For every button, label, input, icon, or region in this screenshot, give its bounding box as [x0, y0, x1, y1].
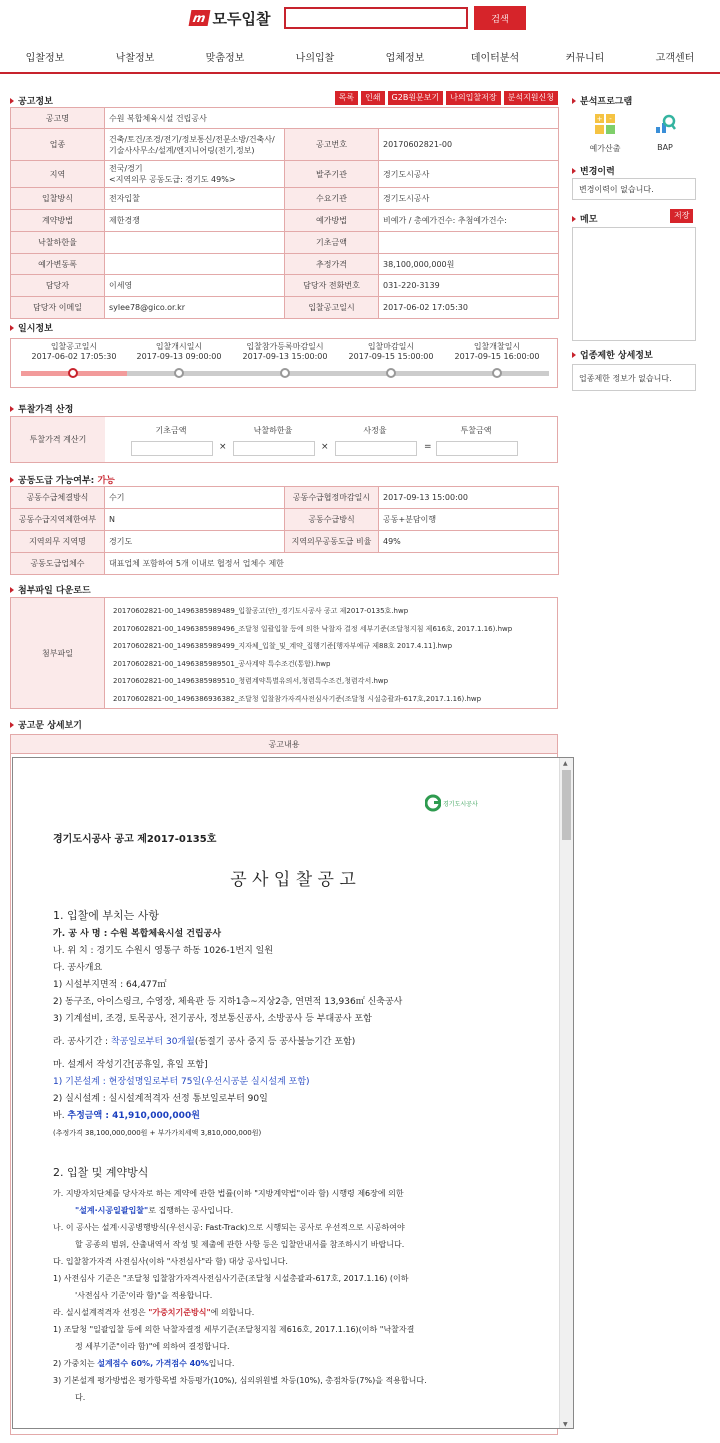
table-row [11, 161, 559, 188]
cell-value: 이세영 [105, 275, 285, 297]
doc-text: 에 의합니다. [210, 1308, 255, 1317]
scrollbar-thumb[interactable] [562, 770, 571, 840]
file-link[interactable]: 20170602821-00_1496385989496_조달청 일괄입찰 등에 의한 낙찰자 결정 세부기준(조달청지침 제616호, 2017.1.16).hwp [113, 624, 513, 633]
schedule-dot [386, 368, 396, 378]
section-title-schedule: 일시정보 [10, 321, 53, 334]
doc-text: 2) 가중치는 [53, 1359, 98, 1368]
cell-value: 수기 [105, 487, 285, 509]
nav-divider [0, 72, 720, 74]
notice-table [10, 107, 559, 319]
cell-value: 대표업체 포함하여 5개 이내로 협정서 업체수 제한 [105, 553, 559, 575]
doc-section: 2. 입찰 및 계약방식 [53, 1166, 149, 1179]
doc-line [53, 1304, 533, 1321]
schedule-date: 2017-09-15 16:00:00 [454, 352, 540, 361]
cell-value: 49% [379, 531, 559, 553]
cell-value: 공동+분담이행 [379, 509, 559, 531]
cell-value: 수원 복합체육시설 건립공사 [105, 108, 559, 129]
table-row [11, 108, 559, 129]
nav-item[interactable]: 입찰정보 [25, 53, 65, 64]
schedule-label: 입찰개시일시 [155, 342, 203, 351]
side-title-change: 변경이력 [572, 164, 615, 177]
cell-label: 입찰방식 [11, 188, 105, 210]
nav-item[interactable]: 맞춤정보 [205, 53, 245, 64]
cell-label: 담당자 전화번호 [285, 275, 379, 297]
schedule-label: 입찰공고일시 [50, 342, 98, 351]
section-title-calc: 투찰가격 산정 [10, 402, 73, 415]
doc-line: 할 공종의 범위, 산출내역서 작성 및 제출에 관한 사항 등은 입찰안내서를 참조하시기 바랍니다. [75, 1240, 405, 1249]
cell-value [105, 232, 285, 254]
doc-line: 1) 조달청 "일괄입찰 등에 의한 낙찰자결정 세부기준(조달청지침 제616호, 2017.1.16)(이하 "낙찰자결 [53, 1325, 415, 1334]
cell-label: 추정가격 [285, 254, 379, 275]
tool-label: BAP [657, 143, 673, 152]
bap-tool[interactable] [645, 113, 685, 152]
doc-text: "가중치기준방식" [148, 1308, 211, 1317]
cell-label: 낙찰하한율 [11, 232, 105, 254]
doc-text: 설계점수 60%, 가격점수 40% [97, 1359, 209, 1368]
doc-line: 정 세부기준"이라 함)"에 의하여 결정합니다. [75, 1342, 230, 1351]
calc-col-label: 낙찰하한율 [253, 426, 293, 435]
doc-line: 3) 기계설비, 조경, 토목공사, 전기공사, 정보통신공사, 소방공사 등 부대공사 포함 [53, 1014, 372, 1024]
nav-item[interactable]: 데이터분석 [470, 53, 520, 64]
table-row [11, 531, 559, 553]
op-multiply: × [321, 442, 329, 452]
nav-item[interactable]: 업체정보 [385, 53, 425, 64]
cell-value: 경기도 [105, 531, 285, 553]
table-row [11, 232, 559, 254]
joint-title: 공동도급 가능여부: [18, 476, 95, 486]
doc-line: 1) 사전심사 기준은 "조달청 입찰참가자격사전심사기준(조달청 시설총괄과-617호, 2017.1.16) (이하 [53, 1274, 409, 1283]
doc-line: 나. 위 치 : 경기도 수원시 영통구 하동 1026-1번지 일원 [53, 946, 274, 956]
doc-text: 라. 공사기간 : [53, 1037, 111, 1047]
doc-line: 나. 이 공사는 설계·시공병행방식(우선시공: Fast-Track)으로 시행되는 공사로 우선적으로 시공하여야 [53, 1223, 405, 1232]
cell-label: 지역 [11, 161, 105, 188]
joint-status: 가능 [97, 476, 115, 486]
logo-name: 모두입찰 [212, 9, 271, 28]
assessment-rate-input[interactable] [335, 441, 417, 456]
change-history-box: 변경이력이 없습니다. [572, 178, 696, 200]
doc-text: (동절기 공사 중지 등 공사불능기간 포함) [194, 1037, 356, 1047]
cell-value: 20170602821-00 [379, 129, 559, 161]
list-button[interactable]: 목록 [335, 91, 358, 105]
cell-value [379, 232, 559, 254]
cell-label: 예가변동폭 [11, 254, 105, 275]
doc-line: 2) 동구조, 아이스링크, 수영장, 체육관 등 지하1층~지상2층, 연면적 13,936㎡ 신축공사 [53, 997, 403, 1007]
org-logo-text: 경기도시공사 [443, 800, 478, 808]
bid-amount-input[interactable] [436, 441, 518, 456]
base-amount-input[interactable] [131, 441, 213, 456]
doc-line: 다. [75, 1393, 86, 1402]
files-label: 첨부파일 [11, 598, 105, 708]
calc-col-label: 사정율 [363, 426, 387, 435]
analysis-request-button[interactable]: 분석지원신청 [504, 91, 558, 105]
svg-text:+: + [596, 115, 603, 123]
file-link[interactable]: 20170602821-00_1496385989501_공사계약 특수조건(통합).hwp [113, 659, 331, 668]
doc-text: 라. 실시설계적격자 선정은 [53, 1308, 149, 1317]
nav-item[interactable]: 커뮤니티 [565, 53, 605, 64]
schedule-dot [280, 368, 290, 378]
search-input[interactable] [284, 7, 468, 29]
doc-line: (추정가격 38,100,000,000원 + 부가가치세액 3,810,000,000원) [53, 1129, 262, 1137]
schedule-date: 2017-09-13 15:00:00 [242, 352, 328, 361]
table-row [11, 487, 559, 509]
cell-value: N [105, 509, 285, 531]
lower-rate-input[interactable] [233, 441, 315, 456]
schedule-date: 2017-06-02 17:05:30 [31, 352, 117, 361]
doc-line [53, 1034, 533, 1051]
cell-label: 공동도급업체수 [11, 553, 105, 575]
schedule-timeline [10, 338, 558, 388]
main-nav [0, 47, 720, 71]
cell-value: 제한경쟁 [105, 210, 285, 232]
schedule-dot-current [68, 368, 78, 378]
svg-text:-: - [609, 115, 612, 123]
site-logo[interactable] [190, 8, 270, 28]
doc-text: 바. [53, 1111, 68, 1121]
table-row [11, 509, 559, 531]
tool-label: 예가산출 [589, 144, 621, 153]
memo-save-button[interactable]: 저장 [670, 209, 693, 223]
cell-label: 계약방법 [11, 210, 105, 232]
joint-table [10, 486, 559, 575]
doc-text: 추정금액 : 41,910,000,000원 [67, 1111, 200, 1121]
calc-col-label: 투찰금액 [460, 426, 492, 435]
op-multiply: × [219, 442, 227, 452]
doc-line [53, 1202, 533, 1219]
scroll-up-icon[interactable]: ▲ [563, 760, 568, 767]
notice-button-bar [332, 91, 558, 105]
doc-line: 1) 시설부지면적 : 64,477㎡ [53, 980, 167, 990]
table-row [11, 129, 559, 161]
cell-label: 수요기관 [285, 188, 379, 210]
cell-value: 경기도시공사 [379, 188, 559, 210]
section-title-joint [10, 473, 115, 486]
doc-line: 다. 공사개요 [53, 963, 103, 973]
doc-text: "설계·시공일괄입찰" [75, 1206, 149, 1215]
schedule-date: 2017-09-13 09:00:00 [136, 352, 222, 361]
cell-label: 지역의무 지역명 [11, 531, 105, 553]
print-button[interactable]: 인쇄 [361, 91, 384, 105]
side-title-limit: 업종제한 상세정보 [572, 348, 653, 361]
memo-textarea[interactable] [572, 227, 696, 341]
cell-value: 전자입찰 [105, 188, 285, 210]
doc-line: 1) 기본설계 : 현장설명일로부터 75일(우선시공분 실시설계 포함) [53, 1077, 310, 1087]
schedule-dot [174, 368, 184, 378]
cell-value: 031-220-3139 [379, 275, 559, 297]
cell-label: 담당자 이메일 [11, 297, 105, 319]
section-title-detail: 공고문 상세보기 [10, 718, 82, 731]
doc-line [53, 1355, 533, 1372]
cell-value: 건축/토건/조경/전기/정보통신/전문소방/건축사/기술사사무소/설계/엔지니어링(전기,정보) [105, 129, 285, 161]
file-list [113, 603, 512, 708]
detail-header: 공고내용 [10, 734, 558, 754]
file-link[interactable]: 20170602821-00_1496385989499_지자체_입찰_및_계약_집행기준[행자부예규 제88호 2017.4.11].hwp [113, 642, 453, 650]
cell-label: 공동수급방식 [285, 509, 379, 531]
cell-value: 2017-09-13 15:00:00 [379, 487, 559, 509]
doc-line: 마. 설계서 작성기간[공휴일, 휴일 포함] [53, 1060, 208, 1070]
nav-item[interactable]: 나의입찰 [295, 53, 335, 64]
doc-text: 입니다. [208, 1359, 235, 1368]
cell-value: 비예가 / 총예가건수: 추첨예가건수: [379, 210, 559, 232]
doc-section: 1. 입찰에 부치는 사항 [53, 909, 159, 922]
doc-number: 경기도시공사 공고 제2017-0135호 [53, 834, 217, 845]
schedule-label: 입찰마감일시 [367, 342, 415, 351]
doc-line: 다. 입찰참가자격 사전심사(이하 "사전심사"라 함) 대상 공사입니다. [53, 1257, 288, 1266]
cell-value [105, 254, 285, 275]
schedule-dot [492, 368, 502, 378]
save-my-bid-button[interactable]: 나의입찰저장 [446, 91, 500, 105]
calc-box [10, 416, 558, 463]
cell-value: 전국/경기 <지역의무 공동도급: 경기도 49%> [105, 161, 285, 188]
schedule-label: 입찰개찰일시 [473, 342, 521, 351]
table-row [11, 553, 559, 575]
calc-col-label: 기초금액 [155, 426, 187, 435]
cell-value: 38,100,000,000원 [379, 254, 559, 275]
calc-row-label: 투찰가격 계산기 [11, 417, 105, 462]
cell-label: 공고명 [11, 108, 105, 129]
doc-line: 3) 기본설계 평가방법은 평가항목별 차등평가(10%), 심의위원별 차등(10%), 총점차등(7%)을 적용합니다. [53, 1376, 427, 1385]
file-link[interactable]: 20170602821-00_1496386936382_조달청 입찰참가자격사전심사기준(조달청 시설총괄과-617호,2017.1.16).hwp [113, 694, 482, 703]
org-logo [425, 794, 478, 812]
file-link[interactable]: 20170602821-00_1496385989489_입찰공고(안)_경기도시공사 공고 제2017-0135호.hwp [113, 607, 409, 615]
cell-value: sylee78@gico.or.kr [105, 297, 285, 319]
cell-label: 예가방법 [285, 210, 379, 232]
cell-label: 지역의무공동도급 비율 [285, 531, 379, 553]
magnifier-chart-icon [654, 113, 676, 135]
file-link[interactable]: 20170602821-00_1496385989510_청렴계약특별유의서,청렴특수조건,청렴각서.hwp [113, 677, 389, 685]
doc-scrollbar[interactable] [559, 758, 573, 1429]
g2b-original-button[interactable]: G2B원문보기 [388, 91, 444, 105]
table-row [11, 275, 559, 297]
search-button[interactable]: 검색 [474, 6, 526, 30]
estimate-calc-tool[interactable] [585, 113, 625, 154]
schedule-date: 2017-09-15 15:00:00 [348, 352, 434, 361]
cell-label: 공동수급체결방식 [11, 487, 105, 509]
doc-text: 로 집행하는 공사입니다. [148, 1206, 234, 1215]
doc-title: 공 사 입 찰 공 고 [230, 870, 356, 890]
scroll-down-icon[interactable]: ▼ [563, 1421, 568, 1428]
table-row [11, 210, 559, 232]
calculator-icon [594, 113, 616, 135]
cell-label: 담당자 [11, 275, 105, 297]
files-box [10, 597, 558, 709]
table-row [11, 188, 559, 210]
op-equals: = [424, 442, 432, 452]
doc-line: 가. 지방자치단체를 당사자로 하는 계약에 관한 법률(이하 "지방계약법"이라 함) 시행령 제6장에 의한 [53, 1189, 404, 1198]
logo-mark: m [189, 10, 210, 26]
doc-line: '사전심사 기준'이라 함)"을 적용합니다. [75, 1291, 213, 1300]
doc-line [53, 1108, 533, 1125]
cell-label: 공고번호 [285, 129, 379, 161]
nav-item[interactable]: 고객센터 [655, 53, 695, 64]
section-title-files: 첨부파일 다운로드 [10, 583, 91, 596]
side-title-memo: 메모 [572, 212, 597, 225]
section-title-notice: 공고정보 [10, 94, 53, 107]
nav-item[interactable]: 낙찰정보 [115, 53, 155, 64]
doc-line: 가. 공 사 명 : 수원 복합체육시설 건립공사 [53, 929, 222, 939]
cell-label: 업종 [11, 129, 105, 161]
org-logo-icon [425, 794, 441, 812]
industry-limit-box: 업종제한 정보가 없습니다. [572, 364, 696, 391]
side-title-analysis: 분석프로그램 [572, 94, 632, 107]
doc-text: 착공일로부터 30개월 [110, 1037, 195, 1047]
schedule-label: 입찰참가등록마감일시 [246, 342, 324, 351]
cell-value: 2017-06-02 17:05:30 [379, 297, 559, 319]
cell-label: 공동수급지역제한여부 [11, 509, 105, 531]
table-row [11, 297, 559, 319]
cell-label: 기초금액 [285, 232, 379, 254]
table-row [11, 254, 559, 275]
cell-label: 공동수급협정마감일시 [285, 487, 379, 509]
notice-document[interactable] [12, 757, 574, 1429]
doc-line: 2) 실시설계 : 실시설계적격자 선정 통보일로부터 90일 [53, 1094, 268, 1104]
cell-label: 입찰공고일시 [285, 297, 379, 319]
cell-label: 발주기관 [285, 161, 379, 188]
cell-value: 경기도시공사 [379, 161, 559, 188]
